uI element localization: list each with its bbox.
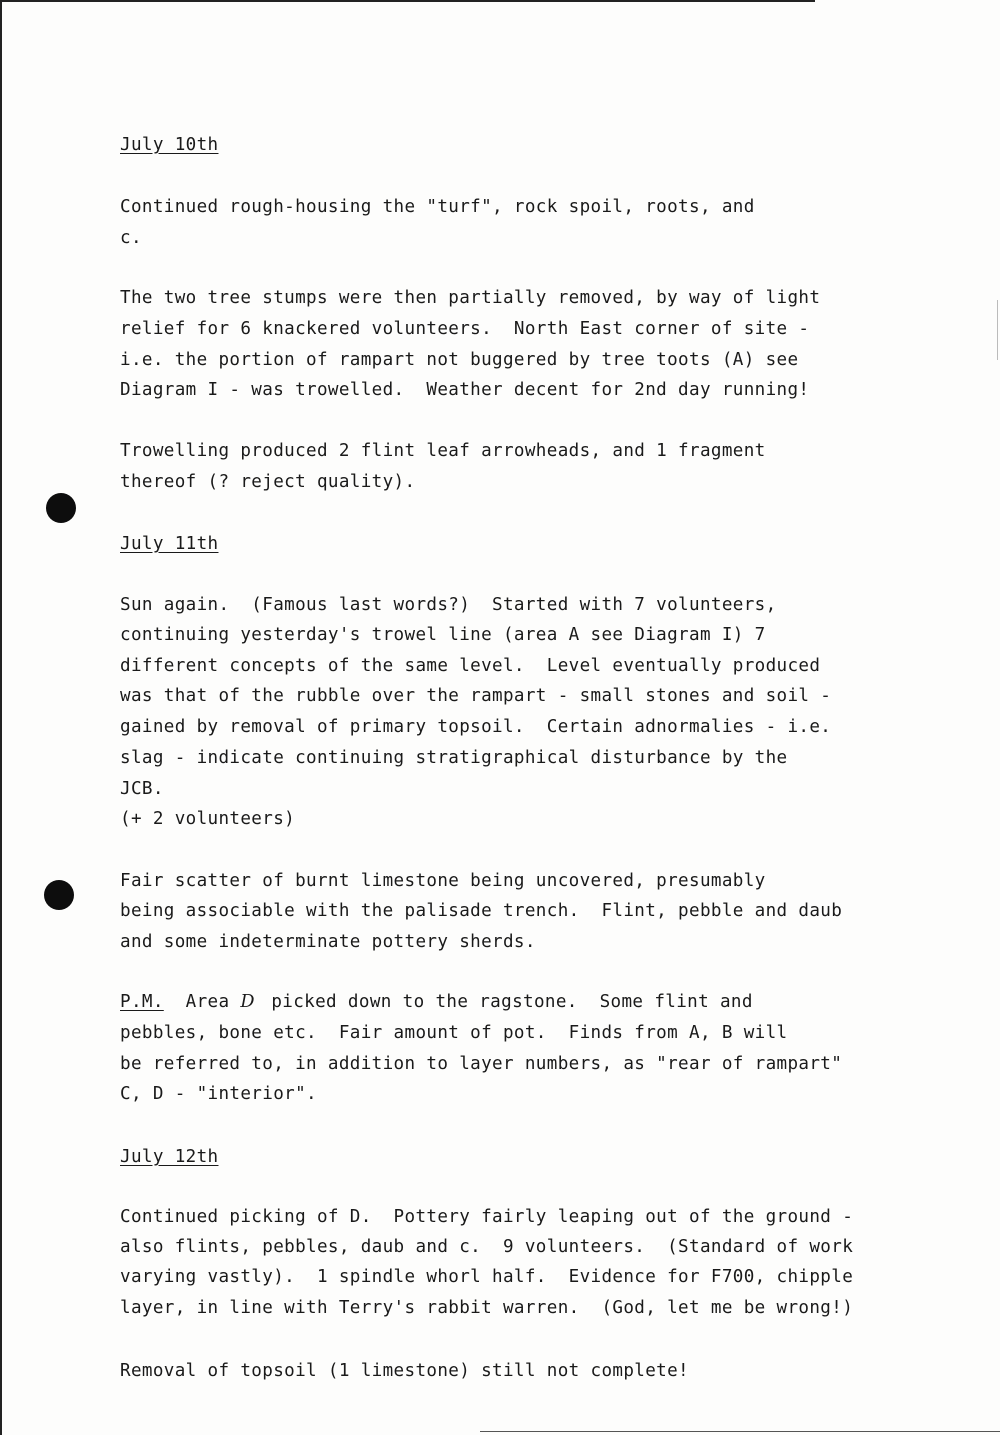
text-line: being associable with the palisade trench. Flint, pebble and daub <box>120 901 843 921</box>
text-line: The two tree stumps were then partially removed, by way of light <box>120 288 821 308</box>
text-line: was that of the rubble over the rampart - small stones and soil - <box>120 686 832 706</box>
page-edge-bottom <box>480 1431 1000 1432</box>
pm-label: P.M. <box>120 992 164 1012</box>
text-line: i.e. the portion of rampart not buggered by tree toots (A) see <box>120 350 799 370</box>
text-line: Diagram I - was trowelled. Weather decent for 2nd day running! <box>120 380 810 400</box>
entry-heading: July 10th <box>120 135 219 155</box>
punch-hole <box>46 493 76 523</box>
entry-heading: July 12th <box>120 1147 219 1167</box>
text-line: layer, in line with Terry's rabbit warren. (God, let me be wrong!) <box>120 1298 854 1318</box>
pm-text: Area <box>163 992 241 1012</box>
text-line: continuing yesterday's trowel line (area A see Diagram I) 7 <box>120 625 766 645</box>
text-line: Removal of topsoil (1 limestone) still not complete! <box>120 1361 690 1381</box>
text-line: Trowelling produced 2 flint leaf arrowheads, and 1 fragment <box>120 441 766 461</box>
text-line: c. <box>120 228 142 248</box>
text-line: relief for 6 knackered volunteers. North East corner of site - <box>120 319 810 339</box>
text-line: Continued rough-housing the "turf", rock spoil, roots, and <box>120 197 755 217</box>
text-line: varying vastly). 1 spindle whorl half. Evidence for F700, chipple <box>120 1267 854 1287</box>
area-d-mark: D <box>240 992 255 1012</box>
pm-text: picked down to the ragstone. Some flint and <box>260 992 753 1012</box>
text-line: C, D - "interior". <box>120 1084 317 1104</box>
text-line: gained by removal of primary topsoil. Certain adnormalies - i.e. <box>120 717 832 737</box>
text-line: JCB. <box>120 779 164 799</box>
page-edge-left <box>0 0 2 1435</box>
page-edge-top <box>0 0 815 2</box>
pm-line <box>120 990 753 1014</box>
text-line: slag - indicate continuing stratigraphical disturbance by the <box>120 748 788 768</box>
text-line: thereof (? reject quality). <box>120 472 416 492</box>
entry-heading: July 11th <box>120 534 219 554</box>
text-line: be referred to, in addition to layer numbers, as "rear of rampart" <box>120 1054 843 1074</box>
punch-hole <box>44 880 74 910</box>
text-line: also flints, pebbles, daub and c. 9 volunteers. (Standard of work <box>120 1237 854 1257</box>
text-line: Sun again. (Famous last words?) Started with 7 volunteers, <box>120 595 777 615</box>
text-line: and some indeterminate pottery sherds. <box>120 932 536 952</box>
text-line: Fair scatter of burnt limestone being uncovered, presumably <box>120 871 766 891</box>
page-edge-right <box>997 300 998 360</box>
text-line: (+ 2 volunteers) <box>120 809 296 829</box>
text-line: different concepts of the same level. Level eventually produced <box>120 656 821 676</box>
text-line: pebbles, bone etc. Fair amount of pot. Finds from A, B will <box>120 1023 788 1043</box>
text-line: Continued picking of D. Pottery fairly leaping out of the ground - <box>120 1207 854 1227</box>
